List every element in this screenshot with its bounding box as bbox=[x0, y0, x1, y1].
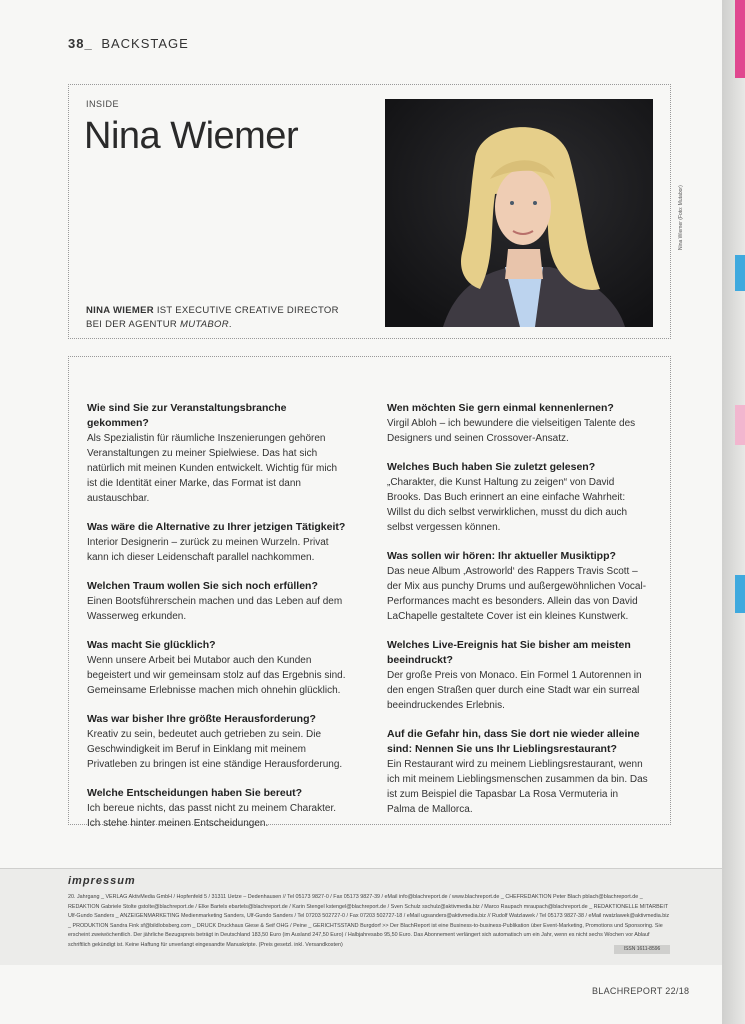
answer: „Charakter, die Kunst Haltung zu zeigen“ von David Brooks. Das Buch erinnert an eine einfache Wahrheit: Willst du dich selbst verwirklichen, musst du dich auch selbst vergessen können. bbox=[387, 477, 628, 533]
kicker: INSIDE bbox=[86, 99, 120, 109]
portrait-illustration bbox=[385, 99, 653, 327]
question: Was sollen wir hören: Ihr aktueller Musiktipp? bbox=[387, 550, 616, 562]
intro-text bbox=[86, 304, 339, 332]
page-number: 38_ bbox=[68, 36, 93, 51]
portrait-photo bbox=[385, 99, 653, 327]
intro-name: NINA WIEMER bbox=[86, 305, 154, 316]
question: Was war bisher Ihre größte Herausforderung? bbox=[87, 713, 316, 725]
question: Was macht Sie glücklich? bbox=[87, 639, 216, 651]
interview-column-left bbox=[87, 401, 349, 845]
answer: Ich bereue nichts, das passt nicht zu meinem Charakter. Ich stehe hinter meinen Entscheidungen. bbox=[87, 803, 337, 829]
answer: Ein Restaurant wird zu meinem Lieblingsrestaurant, wenn ich mit meinem Lieblingsmenschen zusammen da bin. Das ist zum Beispiel die Tapasbar La Rosa Vermuteria in Palma de Mallorca. bbox=[387, 759, 648, 815]
issn-badge: ISSN 1611-8596 bbox=[614, 945, 670, 954]
qa-item bbox=[387, 727, 649, 817]
interview-column-right bbox=[387, 401, 649, 831]
qa-item bbox=[387, 549, 649, 624]
qa-item bbox=[387, 460, 649, 535]
question: Wen möchten Sie gern einmal kennenlernen? bbox=[387, 402, 614, 414]
intro-role: IST EXECUTIVE CREATIVE DIRECTOR bbox=[153, 305, 339, 316]
impressum-title: impressum bbox=[68, 875, 136, 887]
section-title: BACKSTAGE bbox=[101, 36, 189, 51]
answer: Einen Bootsführerschein machen und das Leben auf dem Wasserweg erkunden. bbox=[87, 596, 343, 622]
question: Welches Buch haben Sie zuletzt gelesen? bbox=[387, 461, 596, 473]
person-name: Nina Wiemer bbox=[84, 115, 299, 157]
impressum bbox=[0, 868, 722, 965]
question: Welchen Traum wollen Sie sich noch erfüllen? bbox=[87, 580, 318, 592]
qa-item bbox=[387, 401, 649, 446]
photo-credit: Nina Wiemer (Foto: Mutabor) bbox=[678, 185, 684, 250]
question: Welches Live-Ereignis hat Sie bisher am meisten beeindruckt? bbox=[387, 639, 631, 666]
question: Wie sind Sie zur Veranstaltungsbranche gekommen? bbox=[87, 402, 287, 429]
page-header bbox=[68, 36, 189, 51]
qa-item bbox=[87, 520, 349, 565]
question: Was wäre die Alternative zu Ihrer jetzigen Tätigkeit? bbox=[87, 521, 346, 533]
color-tab-pink bbox=[735, 0, 745, 78]
answer: Der große Preis von Monaco. Ein Formel 1 Autorennen in den engen Straßen quer durch eine Stadt war ein surreal beeindruckendes Erlebnis. bbox=[387, 670, 642, 711]
color-tab-blue bbox=[735, 255, 745, 291]
interview-box bbox=[68, 356, 671, 829]
qa-item bbox=[387, 638, 649, 713]
issue-footer: BLACHREPORT 22/18 bbox=[592, 986, 690, 996]
intro-agency: MUTABOR bbox=[180, 319, 229, 330]
qa-item bbox=[87, 579, 349, 624]
intro-end: . bbox=[228, 319, 232, 330]
color-tab-blue-lower bbox=[735, 575, 745, 613]
qa-item bbox=[87, 786, 349, 831]
question: Welche Entscheidungen haben Sie bereut? bbox=[87, 787, 303, 799]
impressum-text: 20. Jahrgang _ VERLAG AktivMedia GmbH / Hopfenfeld 5 / 31311 Uetze – Dedenhausen // Tel 05173 9827-0 / Fax 05173 9827-39 / eMail info@blachreport.de / www.blachreport.de _ CHEFREDAKTION Peter Blach pblach@blachreport.de _ REDAKTION Gabriele Stolte gstolte@blachreport.de / Elke Bartels ebartels@blachreport.de / Karin Stengel kstengel@blachreport.de / Sven Schulz sschulz@aktivmedia.biz / Marco Raupach mraupach@blachreport.de _ REDAKTIONELLE MITARBEIT Ulf-Gundo Sanders _ ANZEIGENMARKETING Medienmarketing Sanders, Ulf-Gundo Sanders / Tel 07203 502727-0 / Fax 07203 502727-18 / eMail ugsanders@aktivmedia.biz // Rudolf Watzlawek / Tel 05173 9827-38 / eMail rwatzlawek@aktivmedia.biz _ PRODUKTION Sandra Fink sf@bildlobsberg.com _ DRUCK Druckhaus Giese & Seif OHG / Peine _ GERICHTSSTAND Burgdorf >> Der BlachReport ist eine Business-to-business-Publikation über Event-Marketing, Promotions und Sponsoring. Sie erscheint zweiwöchentlich. Der jährliche Bezugspreis beträgt in Deutschland 183,50 Euro (im Ausland 247,50 Euro) / Halbjahresabo 95,50 Euro. Das Abonnement verlängert sich automatisch um ein Jahr, wenn es nicht sechs Wochen vor Ablauf schriftlich gekündigt ist. Keine Haftung für unverlangt eingesandte Manuskripte. (Preis gesetzl. inkl. Versandkosten) bbox=[68, 894, 670, 948]
qa-item bbox=[87, 401, 349, 506]
qa-item bbox=[87, 712, 349, 772]
color-tab-light-pink bbox=[735, 405, 745, 445]
answer: Das neue Album ‚Astroworld‘ des Rappers Travis Scott – der Mix aus punchy Drums und außergewöhnlichen Vocal-Performances macht es besonders. Allein das von David LaChapelle gestaltete Cover ist ein kleines Kunstwerk. bbox=[387, 566, 647, 622]
answer: Kreativ zu sein, bedeutet auch getrieben zu sein. Die Geschwindigkeit im Beruf in Einklang mit meinem Privatleben zu bringen ist eine ständige Herausforderung. bbox=[87, 729, 343, 770]
answer: Virgil Abloh – ich bewundere die vielseitigen Talente des Designers und seinen Crossover-Ansatz. bbox=[387, 418, 636, 444]
question: Auf die Gefahr hin, dass Sie dort nie wieder alleine sind: Nennen Sie uns Ihr Lieblingsrestaurant? bbox=[387, 728, 640, 755]
answer: Als Spezialistin für räumliche Inszenierungen gehören Veranstaltungen zu meiner Spielwiese. Das hat sich natürlich mit meinen Kunden entwickelt. Wichtig für mich ist die Identität einer Marke, das Format ist dann austauschbar. bbox=[87, 433, 338, 504]
intro-agency-lead: BEI DER AGENTUR bbox=[86, 319, 181, 330]
answer: Interior Designerin – zurück zu meinen Wurzeln. Privat kann ich dieser Leidenschaft parallel nachkommen. bbox=[87, 537, 329, 563]
next-page-edge bbox=[722, 0, 745, 1024]
answer: Wenn unsere Arbeit bei Mutabor auch den Kunden begeistert und wir gemeinsam stolz auf das Ergebnis sind. Gemeinsame Erlebnisse machen mich ohnehin glücklich. bbox=[87, 655, 346, 696]
profile-box bbox=[68, 84, 671, 339]
qa-item bbox=[87, 638, 349, 698]
